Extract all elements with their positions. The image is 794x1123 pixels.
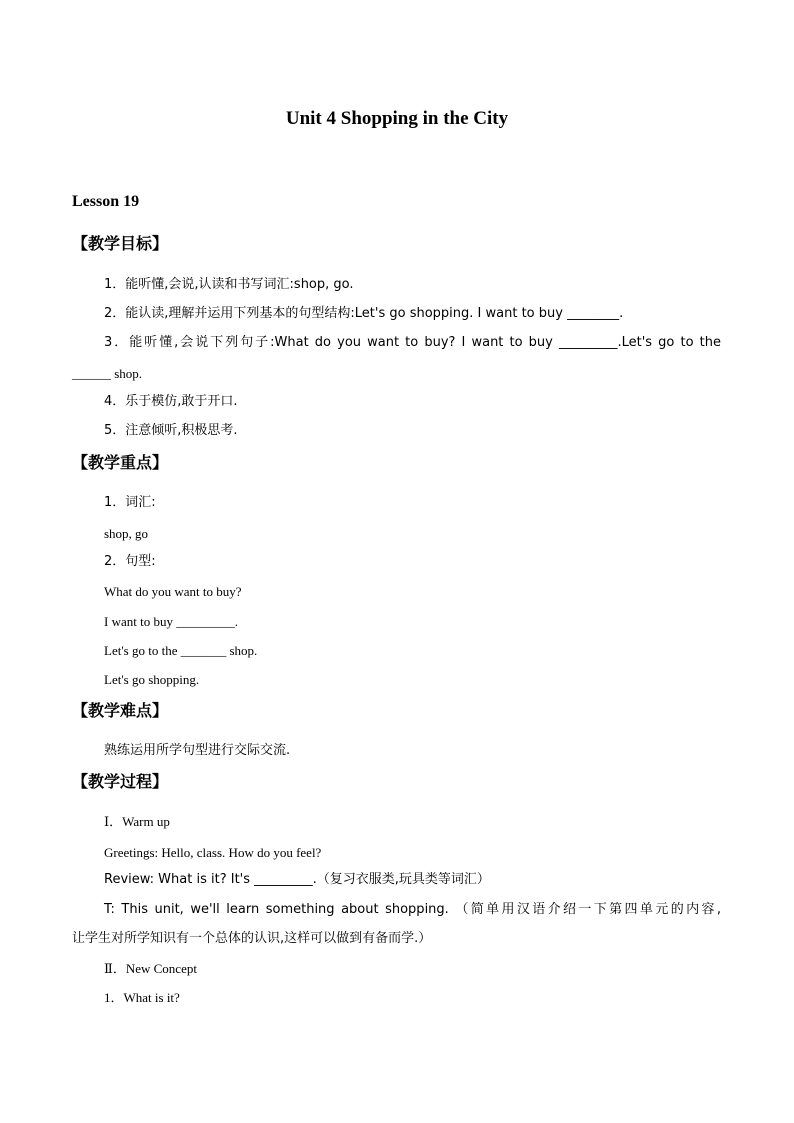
- objective-item: 3．能听懂,会说下列句子:What do you want to buy? I want to buy _________.Let's go to the: [104, 335, 721, 350]
- teacher-line-continuation: 让学生对所学知识有一个总体的认识,这样可以做到有备而学.）: [72, 931, 432, 946]
- process-item: 1．What is it?: [104, 990, 180, 1005]
- objective-item: 1．能听懂,会说,认读和书写词汇:shop, go.: [104, 277, 354, 292]
- objective-item: 5．注意倾听,积极思考.: [104, 423, 238, 438]
- greetings-line: Greetings: Hello, class. How do you feel?: [104, 845, 322, 860]
- process-heading: 【教学过程】: [72, 772, 169, 791]
- vocab-label: 1．词汇:: [104, 495, 156, 510]
- pattern-item: Let's go to the _______ shop.: [104, 643, 258, 658]
- pattern-item: I want to buy _________.: [104, 614, 238, 629]
- warmup-label: Ⅰ．Warm up: [104, 814, 170, 829]
- pattern-item: Let's go shopping.: [104, 672, 200, 687]
- key-points-heading: 【教学重点】: [72, 453, 169, 472]
- objectives-heading: 【教学目标】: [72, 234, 169, 253]
- objective-item: 2．能认读,理解并运用下列基本的句型结构:Let's go shopping. I want to buy ________.: [104, 306, 624, 321]
- document-title: Unit 4 Shopping in the City: [285, 108, 509, 129]
- difficulties-heading: 【教学难点】: [72, 701, 169, 720]
- pattern-item: What do you want to buy?: [104, 584, 242, 599]
- pattern-label: 2．句型:: [104, 554, 156, 569]
- vocab-text: shop, go: [104, 526, 149, 541]
- teacher-line: T: This unit, we'll learn something about shopping. （简单用汉语介绍一下第四单元的内容,: [104, 902, 721, 917]
- review-line: Review: What is it? It's _________.（复习衣服类,玩具类等词汇）: [104, 872, 490, 887]
- objective-item: 4．乐于模仿,敢于开口.: [104, 394, 238, 409]
- difficulties-text: 熟练运用所学句型进行交际交流.: [104, 743, 291, 758]
- new-concept-label: Ⅱ．New Concept: [104, 961, 197, 976]
- lesson-label: Lesson 19: [72, 193, 140, 210]
- objective-item-continuation: ______ shop.: [72, 366, 143, 381]
